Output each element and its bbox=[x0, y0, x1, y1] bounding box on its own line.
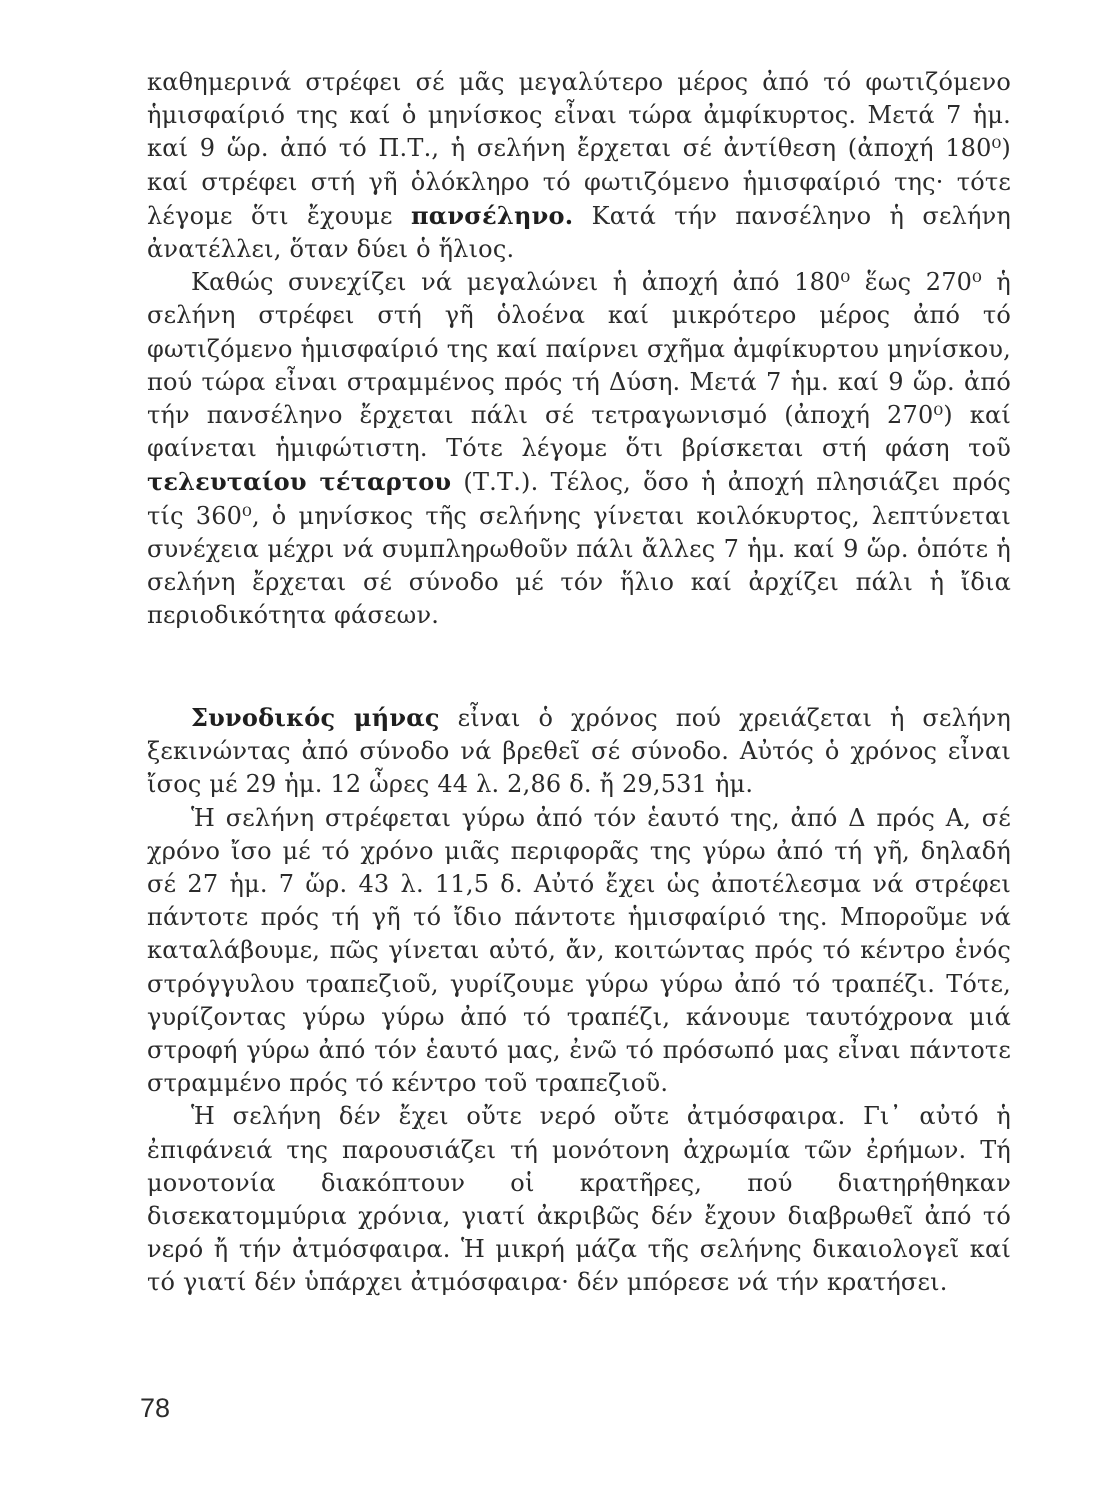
paragraph-rotation: Ἡ σελήνη στρέφεται γύρω ἀπό τόν ἑαυτό της, ἀπό Δ πρός Α, σέ χρόνο ἴσο μέ τό χρόνο μιᾶς περιφορᾶς της γύρω ἀπό τή γῆ, δηλαδή σέ 27 ἡμ. 7 ὥρ. 43 λ. 11,5 δ. Αὐτό ἔχει ὡς ἀποτέλεσμα νά στρέφει πάντοτε πρός τή γῆ τό ἴδιο πάντοτε ἡμισφαίριό της. Μποροῦμε νά καταλάβουμε, πῶς γίνεται αὐτό, ἄν, κοιτώντας πρός τό κέντρο ἑνός στρόγγυλου τραπεζιοῦ, γυρίζουμε γύρω γύρω ἀπό τό τραπέζι. Τότε, γυρίζοντας γύρω γύρω ἀπό τό τραπέζι, κάνουμε ταυτόχρονα μιά στροφή γύρω ἀπό τόν ἑαυτό μας, ἐνῶ τό πρόσωπό μας εἶναι πάντοτε στραμμένο πρός τό κέντρο τοῦ τραπεζιοῦ. bbox=[147, 803, 1011, 1098]
term-full-moon: πανσέληνο. bbox=[411, 200, 574, 230]
term-synodic-month: Συνοδικός μήνας bbox=[191, 703, 440, 732]
paragraph-text: εἶναι ὁ χρόνος πού χρειάζεται ἡ σελήνη ξεκινώντας ἀπό σύνοδο νά βρεθεῖ σέ σύνοδο. Αὐτός ὁ χρόνος εἶναι ἴσος μέ 29 ἡμ. 12 ὧρες 44 λ. 2,86 δ. ἤ 29,531 ἡμ. bbox=[147, 704, 1012, 799]
text-block-synodic-month bbox=[147, 701, 1011, 1300]
term-last-quarter: τελευταίου τέταρτου bbox=[147, 467, 452, 497]
text-block-phases bbox=[147, 66, 1011, 632]
paragraph-last-quarter bbox=[147, 266, 1011, 632]
paragraph-atmosphere: Ἡ σελήνη δέν ἔχει οὔτε νερό οὔτε ἀτμόσφαιρα. Γι᾽ αὐτό ἡ ἐπιφάνειά της παρουσιάζει τή μονότονη ἀχρωμία τῶν ἐρήμων. Τή μονοτονία διακόπτουν οἱ κρατῆρες, πού διατηρήθηκαν δισεκατομμύρια χρόνια, γιατί ἀκριβῶς δέν ἔχουν διαβρωθεῖ ἀπό τό νερό ἤ τήν ἀτμόσφαιρα. Ἡ μικρή μάζα τῆς σελήνης δικαιολογεῖ καί τό γιατί δέν ὑπάρχει ἀτμόσφαιρα· δέν μπόρεσε νά τήν κρατήσει. bbox=[147, 1102, 1011, 1297]
paragraph-text: (Τ.Τ.). Τέλος, ὅσο ἡ ἀποχή πλησιάζει πρός τίς 360⁰, ὁ μηνίσκος τῆς σελήνης γίνεται κοιλόκυρτος, λεπτύνεται συνέχεια μέχρι νά συμπληρωθοῦν πάλι ἄλλες 7 ἡμ. καί 9 ὥρ. ὁπότε ἡ σελήνη ἔρχεται σέ σύνοδο μέ τόν ἥλιο καί ἀρχίζει πάλι ἡ ἴδια περιοδικότητα φάσεων. bbox=[147, 468, 1011, 630]
paragraph-full-moon bbox=[147, 66, 1011, 266]
page-number: 78 bbox=[140, 1393, 171, 1423]
paragraph-synodic-month bbox=[147, 701, 1011, 802]
paragraph-text: καθημερινά στρέφει σέ μᾶς μεγαλύτερο μέρος ἀπό τό φωτιζόμενο ἡμισφαίριό της καί ὁ μηνίσκος εἶναι τώρα ἀμφίκυρτος. Μετά 7 ἡμ. καί 9 ὥρ. ἀπό τό Π.Τ., ἡ σελήνη ἔρχεται σέ ἀντίθεση (ἀποχή 180⁰) καί στρέφει στή γῆ ὁλόκληρο τό φωτιζόμενο ἡμισφαίριό της· τότε λέγομε ὅτι ἔχουμε bbox=[147, 68, 1011, 230]
paragraph-text: Κατά τήν πανσέληνο ἡ σελήνη ἀνατέλλει, ὅταν δύει ὁ ἥλιος. bbox=[147, 201, 1011, 264]
paragraph-text: Καθώς συνεχίζει νά μεγαλώνει ἡ ἀποχή ἀπό 180⁰ ἕως 270⁰ ἡ σελήνη στρέφει στή γῆ ὁλοένα καί μικρότερο μέρος ἀπό τό φωτιζόμενο ἡμισφαίριό της καί παίρνει σχῆμα ἀμφίκυρτου μηνίσκου, πού τώρα εἶναι στραμμένος πρός τή Δύση. Μετά 7 ἡμ. καί 9 ὥρ. ἀπό τήν πανσέληνο ἔρχεται πάλι σέ τετραγωνισμό (ἀποχή 270⁰) καί φαίνεται ἡμιφώτιστη. Τότε λέγομε ὅτι βρίσκεται στή φάση τοῦ bbox=[147, 268, 1011, 463]
